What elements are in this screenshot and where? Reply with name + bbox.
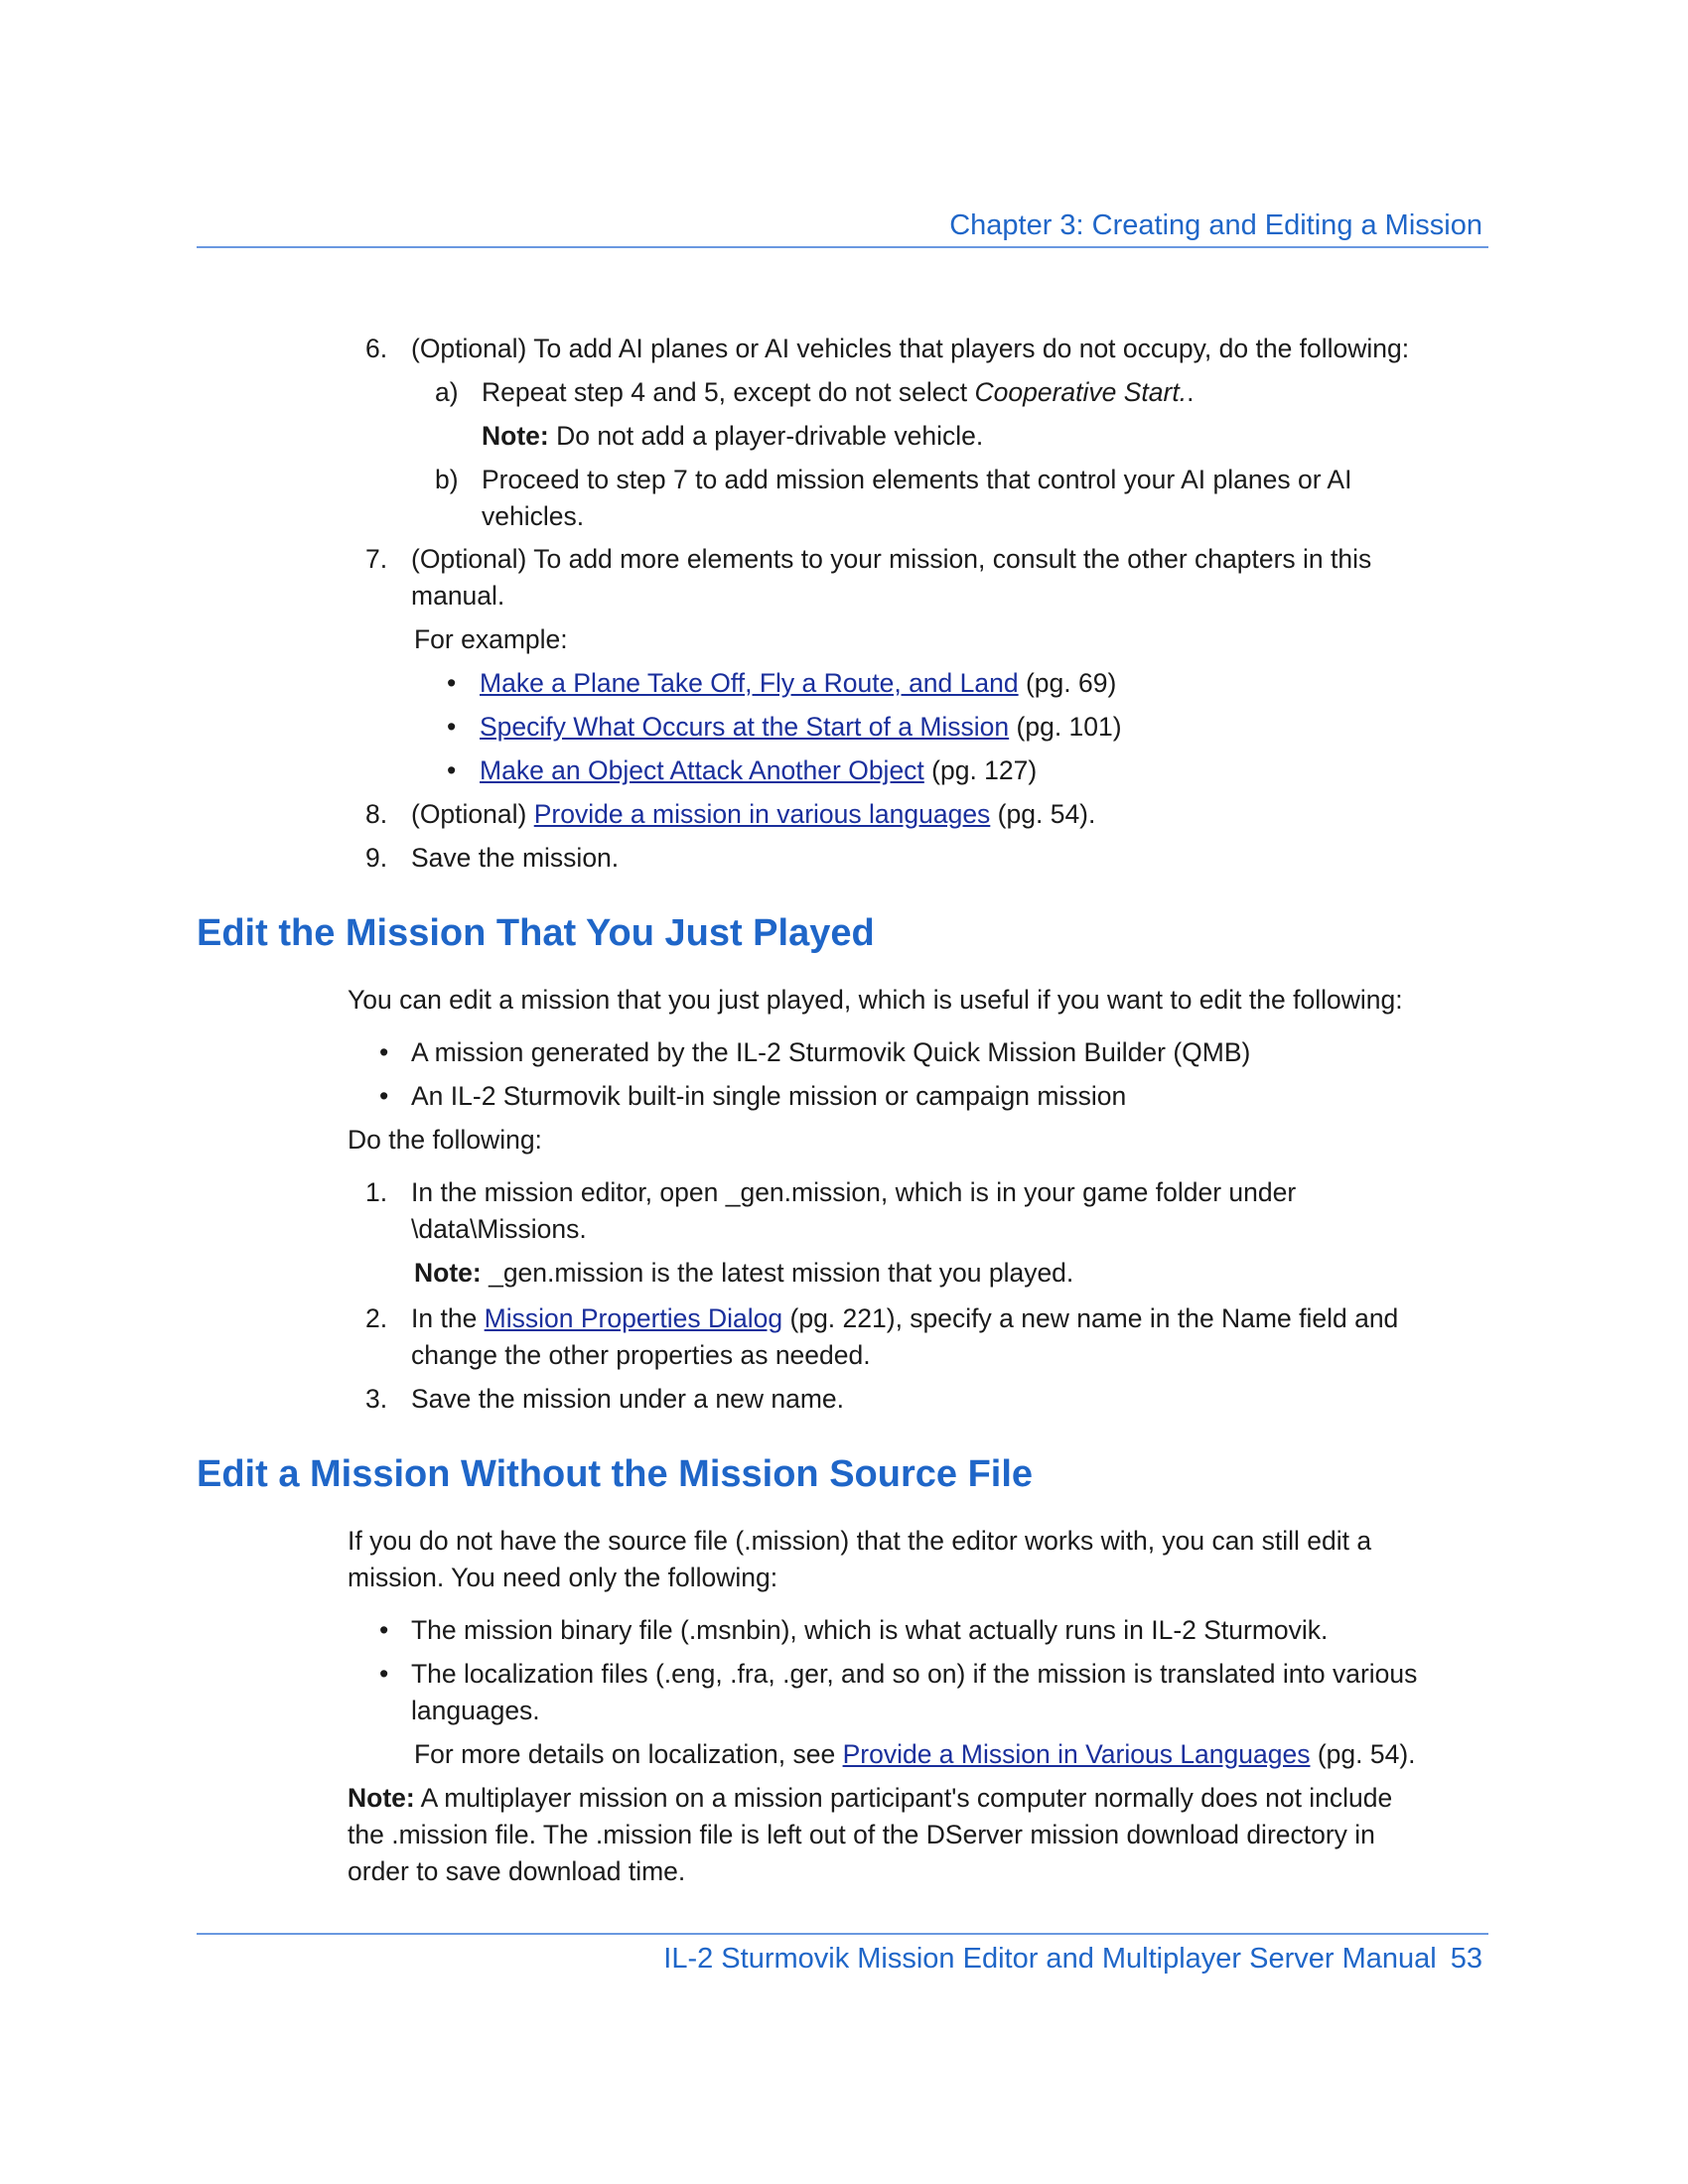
section-heading: Edit a Mission Without the Mission Source File: [197, 1453, 1034, 1495]
section-heading: Edit the Mission That You Just Played: [197, 912, 875, 954]
page-ref: (pg. 54).: [990, 799, 1096, 829]
bullet-text-line2: languages.: [411, 1696, 540, 1725]
manual-title: IL-2 Sturmovik Mission Editor and Multiplayer Server Manual: [663, 1943, 1437, 1975]
note: [414, 1255, 1073, 1292]
substep-text-line2: vehicles.: [482, 501, 585, 531]
step-text: (Optional) To add AI planes or AI vehicles that players do not occupy, do the following:: [411, 334, 1410, 363]
step-text-line2: manual.: [411, 581, 505, 611]
paragraph-pre: For more details on localization, see: [414, 1739, 843, 1769]
step-text-pre: (Optional): [411, 799, 534, 829]
step-text: Save the mission under a new name.: [411, 1384, 845, 1414]
step-text-line2: \data\Missions.: [411, 1214, 587, 1244]
example-item: [480, 752, 1037, 789]
page-number: 53: [1450, 1943, 1482, 1975]
bullet-text: An IL-2 Sturmovik built-in single mission or campaign mission: [411, 1081, 1127, 1111]
bullet: •: [447, 668, 457, 698]
substep-text: [482, 374, 1194, 411]
example-item: [480, 665, 1116, 702]
for-example-label: For example:: [414, 624, 568, 654]
note-text: A multiplayer mission on a mission participant's computer normally does not include: [414, 1783, 1393, 1813]
paragraph: If you do not have the source file (.mission) that the editor works with, you can still edit a: [348, 1526, 1372, 1556]
page-header: [197, 199, 1488, 248]
link-provide-mission-languages[interactable]: Provide a mission in various languages: [533, 799, 991, 829]
paragraph: Do the following:: [348, 1125, 542, 1155]
bullet-text: A mission generated by the IL-2 Sturmovik Quick Mission Builder (QMB): [411, 1037, 1251, 1067]
step-number: 1.: [365, 1177, 388, 1207]
paragraph: [414, 1736, 1416, 1773]
bullet: •: [379, 1037, 389, 1067]
step-number: 2.: [365, 1303, 388, 1333]
note-text: _gen.mission is the latest mission that you played.: [481, 1258, 1074, 1288]
paragraph-line2: mission. You need only the following:: [348, 1563, 778, 1592]
step-number: 8.: [365, 799, 388, 829]
step-text: [411, 796, 1095, 833]
note: [348, 1780, 1392, 1817]
note: [482, 418, 983, 455]
page-ref: (pg. 127): [923, 755, 1038, 785]
link-make-plane-take-off[interactable]: Make a Plane Take Off, Fly a Route, and Land: [480, 668, 1019, 698]
step-text: [411, 1300, 1398, 1337]
note-text: Do not add a player-drivable vehicle.: [548, 421, 984, 451]
bullet: •: [379, 1081, 389, 1111]
page-ref: (pg. 101): [1009, 712, 1122, 742]
link-provide-mission-various-languages[interactable]: Provide a Mission in Various Languages: [842, 1739, 1311, 1769]
step-text: In the mission editor, open _gen.mission, which is in your game folder under: [411, 1177, 1297, 1207]
page-ref: (pg. 69): [1018, 668, 1117, 698]
substep-text-pre: Repeat step 4 and 5, except do not select: [482, 377, 975, 407]
step-text-line2: change the other properties as needed.: [411, 1340, 871, 1370]
substep-text-italic: Cooperative Start.: [974, 377, 1188, 407]
note-label: Note:: [414, 1258, 482, 1288]
step-number: 7.: [365, 544, 388, 574]
page-ref: (pg. 54).: [1310, 1739, 1416, 1769]
bullet-text: The localization files (.eng, .fra, .ger, and so on) if the mission is translated into various: [411, 1659, 1418, 1689]
step-number: 9.: [365, 843, 388, 873]
link-specify-start[interactable]: Specify What Occurs at the Start of a Mission: [480, 712, 1010, 742]
bullet-text: The mission binary file (.msnbin), which is what actually runs in IL-2 Sturmovik.: [411, 1615, 1329, 1645]
step-number: 6.: [365, 334, 388, 363]
link-object-attack[interactable]: Make an Object Attack Another Object: [480, 755, 924, 785]
example-item: [480, 709, 1122, 746]
link-mission-properties-dialog[interactable]: Mission Properties Dialog: [484, 1303, 783, 1333]
step-text: Save the mission.: [411, 843, 620, 873]
step-text: (Optional) To add more elements to your mission, consult the other chapters in this: [411, 544, 1372, 574]
note-line2: the .mission file. The .mission file is left out of the DServer mission download directory in: [348, 1820, 1375, 1849]
step-text-post: (pg. 221), specify a new name in the Name field and: [782, 1303, 1399, 1333]
note-label: Note:: [482, 421, 549, 451]
paragraph: You can edit a mission that you just played, which is useful if you want to edit the following:: [348, 985, 1403, 1015]
page-footer: [197, 1933, 1488, 1994]
substep-text-post: .: [1187, 377, 1195, 407]
substep-letter: a): [435, 377, 459, 407]
step-number: 3.: [365, 1384, 388, 1414]
bullet: •: [379, 1659, 389, 1689]
note-label: Note:: [348, 1783, 415, 1813]
chapter-title: Chapter 3: Creating and Editing a Mission: [949, 209, 1482, 241]
step-text-pre: In the: [411, 1303, 485, 1333]
footer-text: [663, 1943, 1482, 1976]
bullet: •: [379, 1615, 389, 1645]
substep-text: Proceed to step 7 to add mission elements that control your AI planes or AI: [482, 465, 1352, 494]
bullet: •: [447, 712, 457, 742]
bullet: •: [447, 755, 457, 785]
note-line3: order to save download time.: [348, 1856, 686, 1886]
substep-letter: b): [435, 465, 459, 494]
